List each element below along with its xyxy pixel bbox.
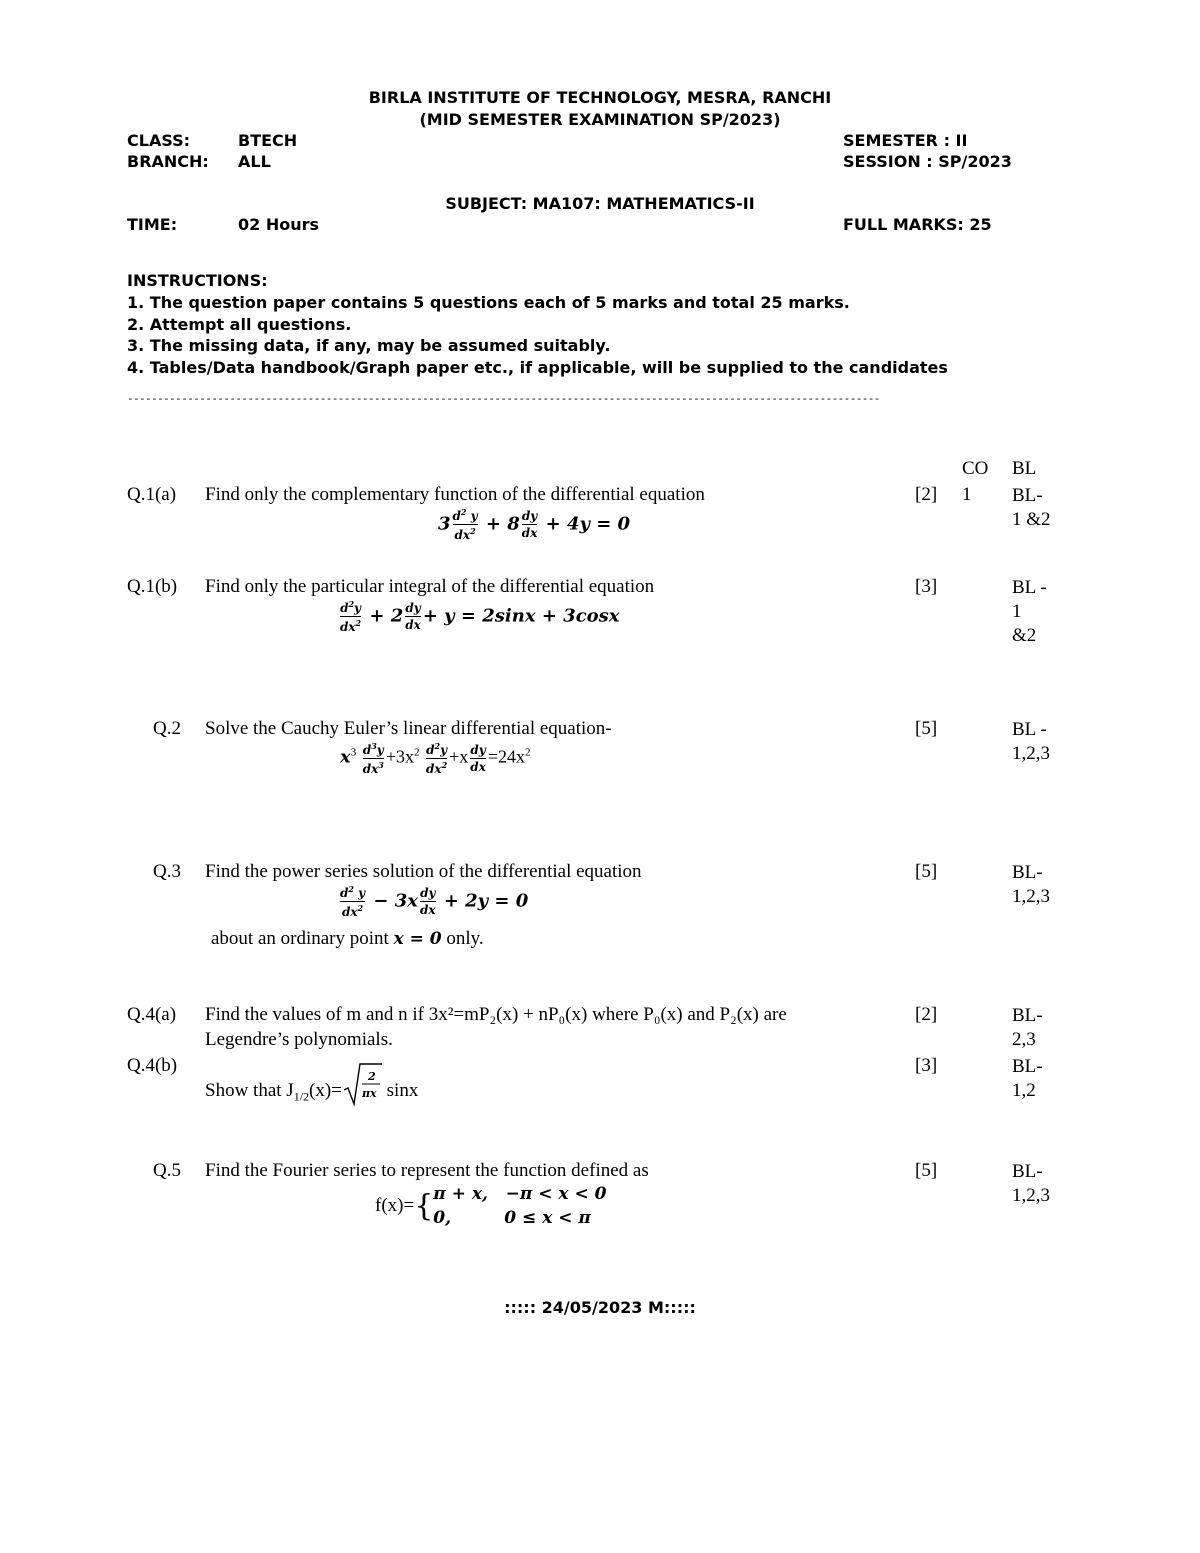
q4b-bl: BL- 1,2 <box>1012 1056 1043 1101</box>
q3-line2: about an ordinary point x = 0 only. <box>211 928 484 949</box>
svg-text:πx: πx <box>361 1087 377 1100</box>
q1a-label: Q.1(a) <box>127 484 177 505</box>
q1b-marks: [3] <box>915 576 938 597</box>
bl-header: BL <box>1012 458 1037 479</box>
semester: SEMESTER : II <box>843 131 968 150</box>
footer-date: ::::: 24/05/2023 M::::: <box>504 1298 696 1317</box>
q3-marks: [5] <box>915 861 938 882</box>
time-label: TIME: <box>127 215 178 234</box>
q5-label: Q.5 <box>153 1160 181 1181</box>
q1b-text: Find only the particular integral of the differential equation <box>205 576 655 597</box>
q5-text: Find the Fourier series to represent the function defined as <box>205 1160 649 1181</box>
q4a-marks: [2] <box>915 1004 938 1025</box>
q1a-co: 1 <box>962 484 972 505</box>
q3-equation: $\frac{d^2 y}{dx^2}$ − 3x $\frac{dy}{dx}$ + 2y = 0 <box>340 884 529 919</box>
class-value: BTECH <box>238 131 298 150</box>
branch-label: BRANCH: <box>127 152 209 171</box>
q1b-equation: $\frac{d^2y}{dx^2}$ + 2 $\frac{dy}{dx}$ + y = 2sinx + 3cosx <box>340 599 620 634</box>
time-value: 02 Hours <box>238 215 320 234</box>
q2-marks: [5] <box>915 718 938 739</box>
q5-piecewise: f(x)={π + x, −π < x < 0 0, 0 ≤ x < π <box>375 1184 607 1228</box>
full-marks: FULL MARKS: 25 <box>843 215 992 234</box>
q2-bl: BL - 1,2,3 <box>1012 719 1050 764</box>
q4b-text: Show that $J_{1/2}(x)=$ 2 πx sinx <box>205 1060 418 1123</box>
q4a-bl: BL- 2,3 <box>1012 1005 1043 1050</box>
q3-bl: BL- 1,2,3 <box>1012 862 1050 907</box>
instruction-item: 1. The question paper contains 5 questions each of 5 marks and total 25 marks. <box>127 293 850 312</box>
q2-text: Solve the Cauchy Euler’s linear differential equation- <box>205 718 612 739</box>
q1a-equation: 3 $\frac{d^2 y}{dx^2}$ + 8 $\frac{dy}{dx}$ + 4y = 0 <box>438 507 631 542</box>
instructions-title: INSTRUCTIONS: <box>127 271 268 290</box>
q4b-marks: [3] <box>915 1055 938 1076</box>
branch-value: ALL <box>238 152 271 171</box>
q1a-marks: [2] <box>915 484 938 505</box>
q5-bl: BL- 1,2,3 <box>1012 1161 1050 1206</box>
sqrt-symbol <box>342 1060 382 1123</box>
class-label: CLASS: <box>127 131 191 150</box>
q2-label: Q.2 <box>153 718 181 739</box>
q3-text: Find the power series solution of the differential equation <box>205 861 642 882</box>
q1a-bl: BL- 1 &2 <box>1012 485 1051 530</box>
instruction-item: 4. Tables/Data handbook/Graph paper etc., if applicable, will be supplied to the candidates <box>127 358 948 377</box>
institute-title: BIRLA INSTITUTE OF TECHNOLOGY, MESRA, RANCHI <box>368 88 832 107</box>
svg-text:2: 2 <box>367 1070 376 1083</box>
instruction-item: 2. Attempt all questions. <box>127 315 352 334</box>
q2-equation: $x^3$ $\frac{d^3y}{dx^3}$ $+3x^2$ $\frac{d^2y}{dx^2}$ +x $\frac{dy}{dx}$ $=24x^2$ <box>340 741 531 776</box>
exam-title: (MID SEMESTER EXAMINATION SP/2023) <box>419 110 781 129</box>
q4a-line2: Legendre’s polynomials. <box>205 1029 393 1050</box>
q4a-line1: Find the values of m and n if 3x²=mP₂(x) + nP₀(x) where P₀(x) and P₂(x) are <box>205 1004 787 1025</box>
q1a-text: Find only the complementary function of the differential equation <box>205 484 705 505</box>
instruction-item: 3. The missing data, if any, may be assumed suitably. <box>127 336 611 355</box>
q1b-label: Q.1(b) <box>127 576 178 597</box>
q1b-bl: BL - 1 &2 <box>1012 577 1047 646</box>
q3-label: Q.3 <box>153 861 181 882</box>
session: SESSION : SP/2023 <box>843 152 1012 171</box>
q4b-label: Q.4(b) <box>127 1055 178 1076</box>
co-header: CO <box>962 458 989 479</box>
divider: ----------------------------------------------------------------------------------------------------------------------------- <box>127 392 880 405</box>
q5-marks: [5] <box>915 1160 938 1181</box>
subject: SUBJECT: MA107: MATHEMATICS-II <box>445 194 755 213</box>
q4a-label: Q.4(a) <box>127 1004 177 1025</box>
